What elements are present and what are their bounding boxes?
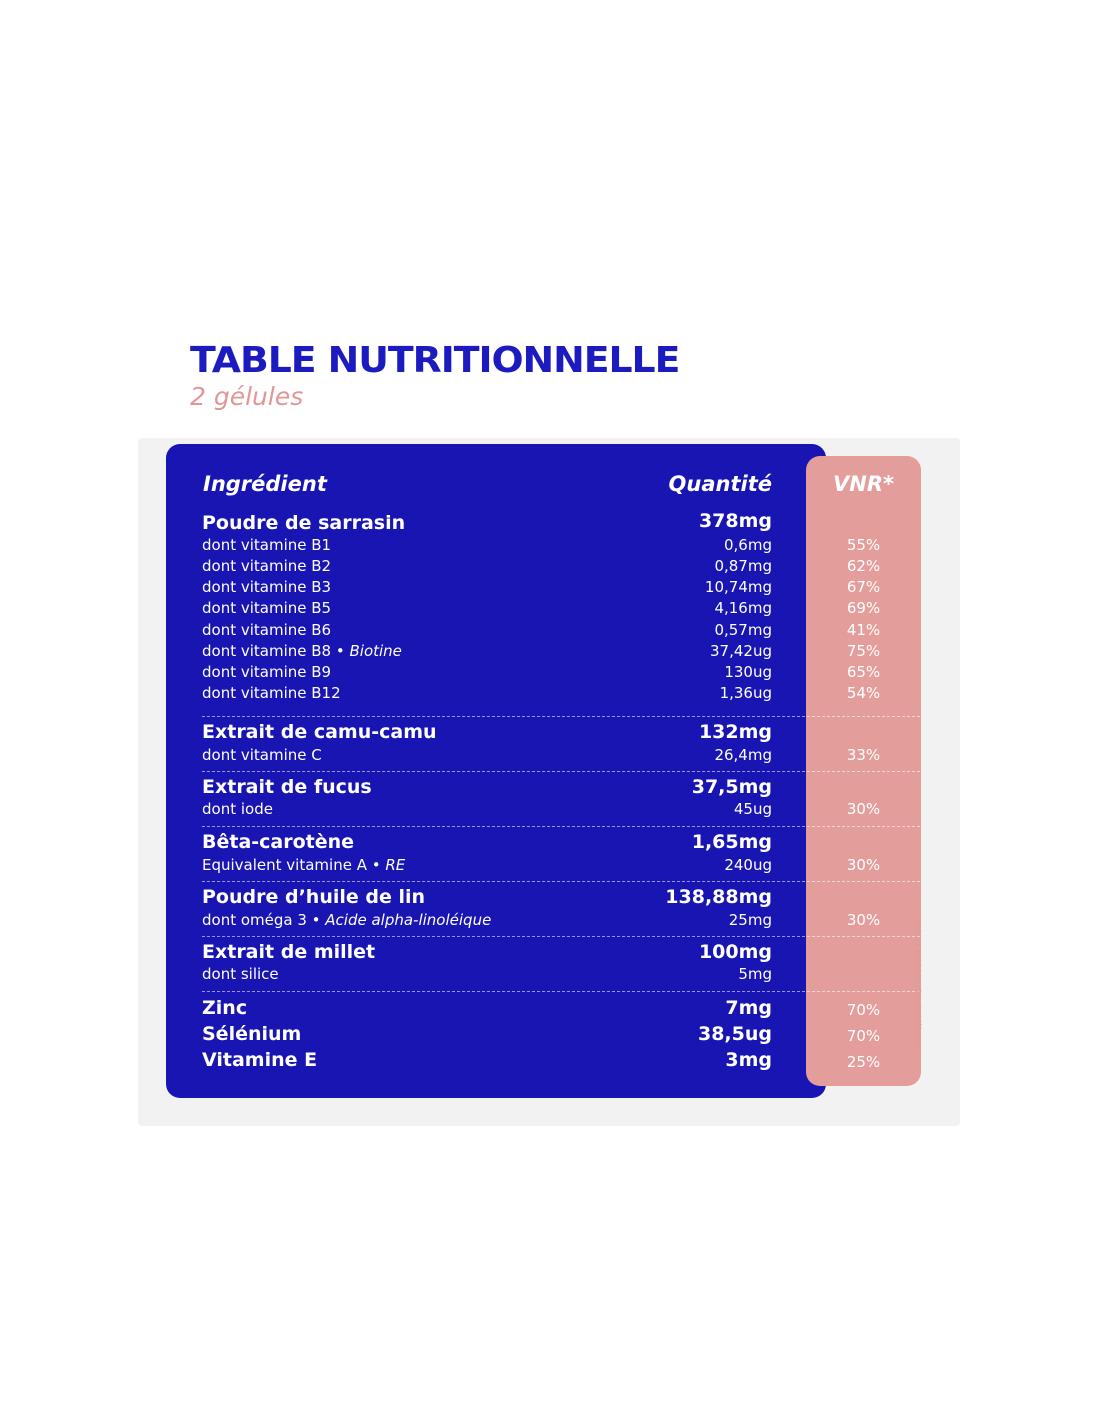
- ingredient-vnr: 65%: [846, 663, 881, 681]
- ingredient-name: dont vitamine B2: [202, 557, 332, 575]
- ingredient-quantity: 25mg: [728, 911, 772, 929]
- row-divider: [202, 716, 920, 717]
- ingredient-vnr: 62%: [846, 557, 881, 575]
- ingredient-vnr: 67%: [846, 578, 881, 596]
- ingredient-quantity: 130ug: [724, 663, 772, 681]
- page-title: TABLE NUTRITIONNELLE: [190, 340, 680, 381]
- ingredient-name: [202, 642, 402, 660]
- ingredient-quantity: 3mg: [725, 1049, 772, 1071]
- ingredient-vnr: 25%: [846, 1053, 881, 1071]
- ingredient-quantity: 4,16mg: [714, 599, 772, 617]
- ingredient-quantity: 7mg: [725, 997, 772, 1019]
- ingredient-name-detail: Acide alpha-linoléique: [325, 911, 492, 929]
- ingredient-quantity: 132mg: [698, 721, 772, 743]
- ingredient-name: dont silice: [202, 965, 279, 983]
- ingredient-quantity: 1,65mg: [691, 831, 772, 853]
- column-header-ingredient: Ingrédient: [203, 472, 327, 496]
- ingredient-quantity: 26,4mg: [714, 746, 772, 764]
- ingredient-quantity: 37,42ug: [710, 642, 772, 660]
- row-divider: [202, 936, 920, 937]
- row-divider: [202, 771, 920, 772]
- ingredient-name: dont vitamine B9: [202, 663, 332, 681]
- ingredient-name: dont vitamine B6: [202, 621, 332, 639]
- ingredient-quantity: 38,5ug: [697, 1023, 772, 1045]
- ingredient-name-main: dont oméga 3 •: [202, 911, 326, 929]
- ingredient-quantity: 138,88mg: [665, 886, 772, 908]
- ingredient-quantity: 10,74mg: [704, 578, 772, 596]
- ingredient-name-detail: Biotine: [349, 642, 402, 660]
- ingredient-name: dont vitamine B5: [202, 599, 332, 617]
- ingredient-vnr: 54%: [846, 684, 881, 702]
- ingredient-vnr: 30%: [846, 856, 881, 874]
- ingredient-name: dont vitamine C: [202, 746, 322, 764]
- ingredient-vnr: 75%: [846, 642, 881, 660]
- ingredient-name: dont vitamine B3: [202, 578, 332, 596]
- row-divider: [202, 826, 920, 827]
- ingredient-name-main: Equivalent vitamine A •: [202, 856, 386, 874]
- ingredient-vnr: 41%: [846, 621, 881, 639]
- ingredient-name: Extrait de camu-camu: [202, 721, 437, 743]
- vnr-footnote: *Valeurs Nutritionnelles de Référence: [914, 918, 922, 1050]
- ingredient-quantity: 378mg: [698, 510, 772, 532]
- ingredient-vnr: 30%: [846, 800, 881, 818]
- ingredient-quantity: 5mg: [738, 965, 772, 983]
- ingredient-vnr: 70%: [846, 1027, 881, 1045]
- ingredient-name: Poudre d’huile de lin: [202, 886, 426, 908]
- ingredient-vnr: 30%: [846, 911, 881, 929]
- ingredient-quantity: 0,57mg: [714, 621, 772, 639]
- ingredient-name: [202, 856, 405, 874]
- row-divider: [202, 881, 920, 882]
- ingredient-quantity: 100mg: [698, 941, 772, 963]
- ingredient-name: dont iode: [202, 800, 273, 818]
- ingredient-name: Vitamine E: [202, 1049, 318, 1071]
- ingredient-quantity: 0,6mg: [724, 536, 772, 554]
- ingredient-quantity: 240ug: [724, 856, 772, 874]
- page-subtitle: 2 gélules: [190, 382, 304, 411]
- ingredient-vnr: 70%: [846, 1001, 881, 1019]
- ingredient-vnr: 55%: [846, 536, 881, 554]
- row-divider: [202, 991, 920, 992]
- ingredient-name: dont vitamine B12: [202, 684, 341, 702]
- ingredient-name: Sélénium: [202, 1023, 302, 1045]
- ingredient-name: Extrait de fucus: [202, 776, 372, 798]
- ingredient-vnr: 69%: [846, 599, 881, 617]
- ingredient-name: dont vitamine B1: [202, 536, 332, 554]
- ingredient-quantity: 0,87mg: [714, 557, 772, 575]
- column-header-quantity: Quantité: [668, 472, 772, 496]
- ingredient-name: [202, 911, 491, 929]
- ingredient-quantity: 1,36ug: [719, 684, 772, 702]
- column-header-vnr: VNR*: [833, 472, 894, 496]
- ingredient-name: Extrait de millet: [202, 941, 376, 963]
- ingredient-vnr: 33%: [846, 746, 881, 764]
- ingredient-name-detail: RE: [385, 856, 406, 874]
- ingredient-quantity: 45ug: [733, 800, 772, 818]
- ingredient-name-main: dont vitamine B8 •: [202, 642, 350, 660]
- ingredient-name: Bêta-carotène: [202, 831, 355, 853]
- ingredient-name: Zinc: [202, 997, 248, 1019]
- ingredient-quantity: 37,5mg: [691, 776, 772, 798]
- ingredient-name: Poudre de sarrasin: [202, 512, 406, 534]
